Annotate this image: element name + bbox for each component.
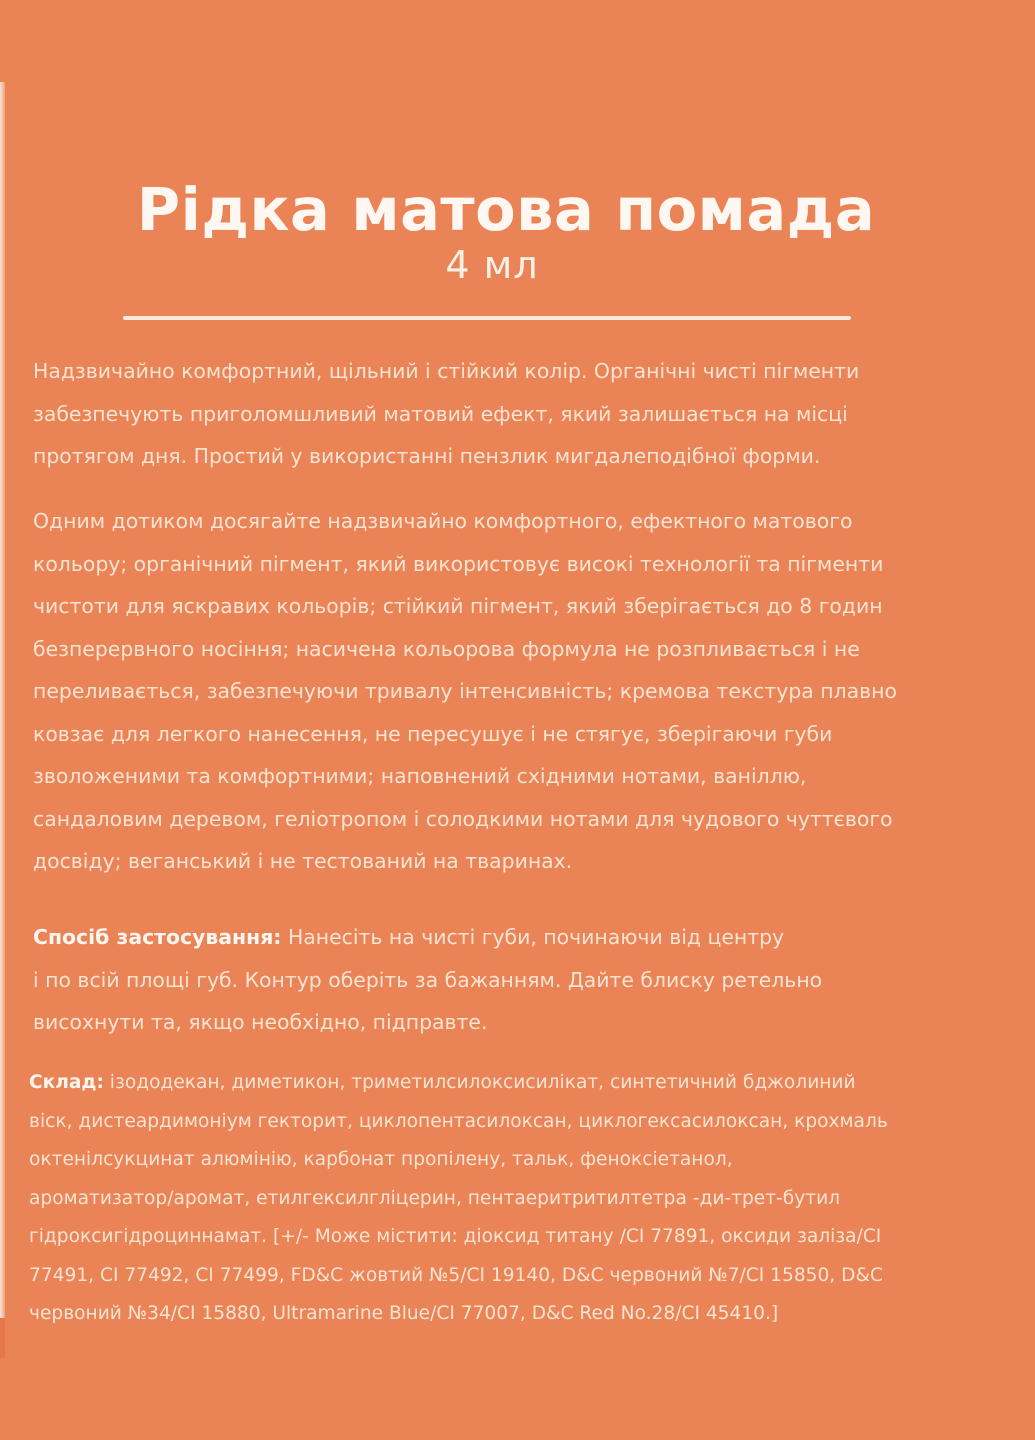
title-divider <box>123 316 851 320</box>
details-line: кольору; органічний пігмент, який використовує високі технології та пігменти <box>33 551 884 576</box>
composition-label: Склад: <box>29 1072 104 1093</box>
composition-line: октенілсукцинат алюмінію, карбонат пропілену, тальк, феноксіетанол, <box>29 1149 733 1170</box>
details-line: чистоти для яскравих кольорів; стійкий пігмент, який зберігається до 8 годин <box>33 594 883 618</box>
composition-line: ароматизатор/аромат, етилгексилгліцерин, пентаеритритилтетра -ди-трет-бутил <box>29 1187 841 1209</box>
composition-line: 77491, CI 77492, CI 77499, FD&C жовтий №5/CI 19140, D&C червоний №7/CI 15850, D&C <box>29 1264 883 1286</box>
details-line: Одним дотиком досягайте надзвичайно комфортного, ефектного матового <box>33 509 853 533</box>
usage-first-line <box>33 916 822 959</box>
composition-first-line <box>29 1064 888 1103</box>
details-line: ковзає для легкого нанесення, не пересушує і не стягує, зберігаючи губи <box>33 721 833 746</box>
details-line: досвіду; веганський і не тестований на тваринах. <box>33 849 573 873</box>
usage-line: висохнути та, якщо необхідно, підправте. <box>33 1010 488 1034</box>
details-paragraph <box>33 500 897 883</box>
usage-label: Спосіб застосування: <box>33 925 282 949</box>
product-volume: 4 мл <box>445 243 539 287</box>
composition-line: червоний №34/CI 15880, Ultramarine Blue/CI 77007, D&C Red No.28/CI 45410.] <box>29 1303 779 1324</box>
composition-paragraph <box>29 1064 888 1334</box>
description-paragraph <box>33 350 859 478</box>
details-line: сандаловим деревом, геліотропом і солодкими нотами для чудового чуттєвого <box>33 806 893 831</box>
description-line: протягом дня. Простий у використанні пензлик мигдалеподібної форми. <box>33 444 821 468</box>
left-edge-shade <box>0 1318 5 1358</box>
details-line: безперервного носіння; насичена кольорова формула не розпливається і не <box>33 636 860 661</box>
composition-line: гідроксигідроциннамат. [+/- Може містити: діоксид титану /CI 77891, оксиди заліза/CI <box>29 1226 882 1247</box>
usage-paragraph <box>33 916 822 1044</box>
usage-text: Нанесіть на чисті губи, починаючи від центру <box>281 925 785 949</box>
product-title: Рідка матова помада <box>136 174 876 244</box>
details-line: переливається, забезпечуючи тривалу інтенсивність; кремова текстура плавно <box>33 679 897 703</box>
description-line: забезпечують приголомшливий матовий ефект, який залишається на місці <box>33 401 848 426</box>
description-line: Надзвичайно комфортний, щільний і стійкий колір. Органічні чисті пігменти <box>33 359 860 383</box>
details-line: зволоженими та комфортними; наповнений східними нотами, ваніллю, <box>33 764 807 788</box>
usage-line: і по всій площі губ. Контур оберіть за бажанням. Дайте блиску ретельно <box>33 967 823 992</box>
composition-line: віск, дистеардимоніум гекторит, циклопентасилоксан, циклогексасилоксан, крохмаль <box>29 1110 888 1132</box>
composition-text: ізододекан, диметикон, триметилсилоксисилікат, синтетичний бджолиний <box>103 1072 856 1093</box>
